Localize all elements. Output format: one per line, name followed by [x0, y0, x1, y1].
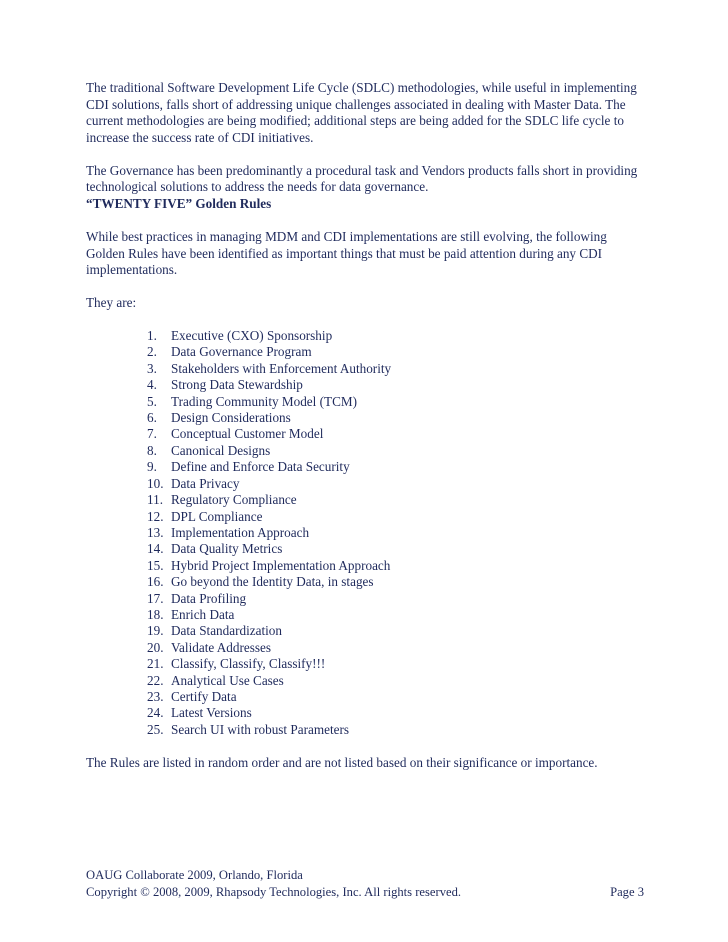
list-item — [147, 344, 646, 360]
list-item — [147, 443, 646, 459]
golden-rules-list — [147, 328, 646, 738]
list-item-text: Data Profiling — [171, 590, 247, 606]
list-item-number: 19. — [147, 623, 164, 639]
list-item-number: 4. — [147, 377, 157, 393]
list-item-text: Search UI with robust Parameters — [171, 721, 349, 737]
list-item-number: 10. — [147, 475, 164, 491]
list-item-number: 24. — [147, 705, 164, 721]
list-item — [147, 377, 646, 393]
list-item — [147, 492, 646, 508]
list-item-text: Data Quality Metrics — [171, 541, 283, 557]
list-item-text: Classify, Classify, Classify!!! — [171, 656, 326, 672]
list-item-text: Canonical Designs — [171, 442, 271, 458]
list-item — [147, 591, 646, 607]
list-item-number: 25. — [147, 721, 164, 737]
list-item-text: Trading Community Model (TCM) — [171, 393, 357, 409]
list-item-text: Enrich Data — [171, 606, 235, 622]
closing-note: The Rules are listed in random order and are not listed based on their significance or importance. — [86, 754, 598, 770]
section-heading: “TWENTY FIVE” Golden Rules — [86, 196, 272, 212]
list-item-text: Strong Data Stewardship — [171, 377, 303, 393]
list-item — [147, 361, 646, 377]
list-item — [147, 689, 646, 705]
list-item-number: 6. — [147, 410, 157, 426]
list-item — [147, 541, 646, 557]
list-item — [147, 509, 646, 525]
paragraph-best-practices: While best practices in managing MDM and CDI implementations are still evolving, the following Golden Rules have been identified as important things that must be paid attention during any CDI implementations. — [86, 229, 607, 278]
list-item — [147, 623, 646, 639]
list-item-text: Certify Data — [171, 688, 237, 704]
list-item-text: DPL Compliance — [171, 508, 263, 524]
list-item-text: Define and Enforce Data Security — [171, 459, 350, 475]
list-item-number: 11. — [147, 492, 163, 508]
list-item-number: 3. — [147, 360, 157, 376]
list-item-text: Validate Addresses — [171, 639, 271, 655]
list-item-text: Conceptual Customer Model — [171, 426, 324, 442]
footer-event: OAUG Collaborate 2009, Orlando, Florida — [86, 868, 303, 882]
list-item-number: 9. — [147, 459, 157, 475]
list-item — [147, 394, 646, 410]
list-item-text: Data Governance Program — [171, 344, 312, 360]
footer-page-number: Page 3 — [610, 885, 644, 899]
page-footer — [86, 867, 644, 901]
list-item-number: 23. — [147, 688, 164, 704]
document-page — [86, 80, 646, 771]
list-item-text: Data Privacy — [171, 475, 240, 491]
list-item-text: Implementation Approach — [171, 524, 310, 540]
list-item-text: Design Considerations — [171, 410, 291, 426]
list-item-number: 7. — [147, 426, 157, 442]
list-item-number: 13. — [147, 524, 164, 540]
list-item — [147, 476, 646, 492]
list-item-number: 5. — [147, 393, 157, 409]
list-item-number: 18. — [147, 606, 164, 622]
list-item-number: 17. — [147, 590, 164, 606]
list-item-text: Analytical Use Cases — [171, 672, 284, 688]
list-item-text: Executive (CXO) Sponsorship — [171, 328, 333, 344]
list-item — [147, 705, 646, 721]
list-item — [147, 656, 646, 672]
list-item — [147, 558, 646, 574]
list-item-number: 15. — [147, 557, 164, 573]
list-item-number: 16. — [147, 574, 164, 590]
list-item-number: 2. — [147, 344, 157, 360]
list-item-text: Stakeholders with Enforcement Authority — [171, 360, 392, 376]
list-item-text: Data Standardization — [171, 623, 282, 639]
footer-copyright: Copyright © 2008, 2009, Rhapsody Technologies, Inc. All rights reserved. — [86, 885, 462, 899]
list-item — [147, 426, 646, 442]
list-item-number: 21. — [147, 656, 164, 672]
list-item-text: Latest Versions — [171, 705, 252, 721]
list-item — [147, 328, 646, 344]
list-item — [147, 459, 646, 475]
list-item-number: 1. — [147, 328, 157, 344]
list-item-text: Regulatory Compliance — [171, 492, 297, 508]
paragraph-governance: The Governance has been predominantly a procedural task and Vendors products falls short in providing technological solutions to address the needs for data governance. — [86, 162, 638, 195]
list-item-text: Go beyond the Identity Data, in stages — [171, 574, 374, 590]
list-item — [147, 410, 646, 426]
list-item — [147, 673, 646, 689]
list-item-number: 22. — [147, 672, 164, 688]
list-item-number: 14. — [147, 541, 164, 557]
list-intro: They are: — [86, 295, 137, 311]
list-item — [147, 574, 646, 590]
list-item-text: Hybrid Project Implementation Approach — [171, 557, 391, 573]
paragraph-sdlc: The traditional Software Development Life Cycle (SDLC) methodologies, while useful in implementing CDI solutions, falls short of addressing unique challenges associated in dealing with Master Data. The current methodologies are being modified; additional steps are being added for the SDLC life cycle to increase the success rate of CDI initiatives. — [86, 80, 637, 145]
list-item — [147, 525, 646, 541]
list-item — [147, 640, 646, 656]
list-item — [147, 722, 646, 738]
list-item-number: 12. — [147, 508, 164, 524]
list-item-number: 20. — [147, 639, 164, 655]
list-item-number: 8. — [147, 442, 157, 458]
list-item — [147, 607, 646, 623]
